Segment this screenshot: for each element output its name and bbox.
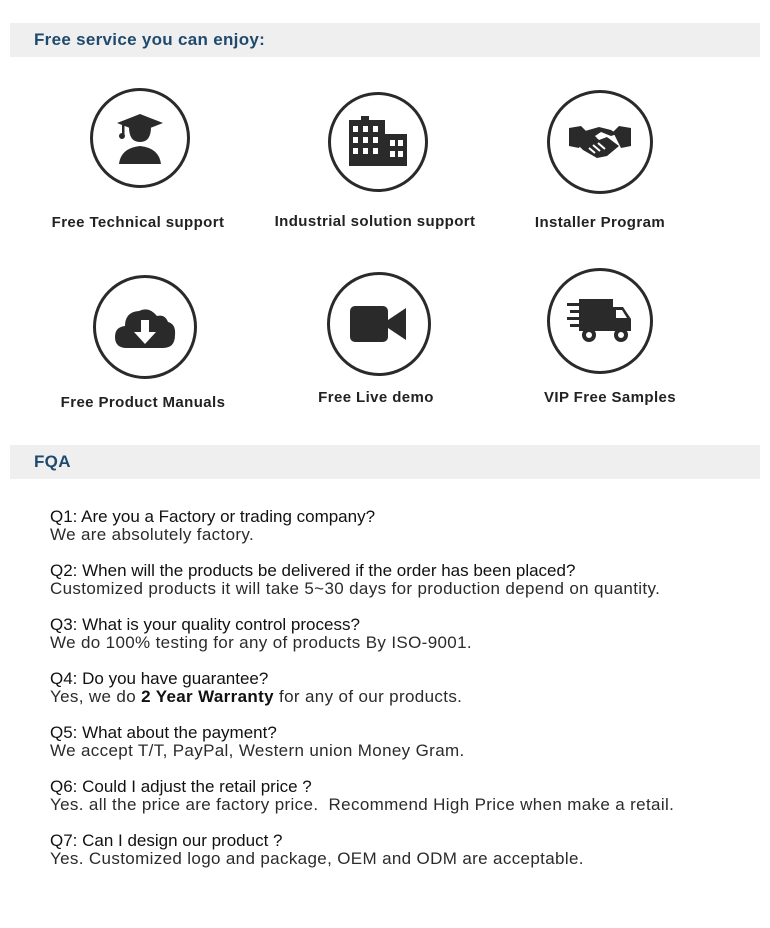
service-icon-circle (328, 92, 428, 192)
faq-item (50, 670, 750, 706)
service-label: Free Technical support (51, 214, 225, 231)
service-icon-circle (90, 88, 190, 188)
faq-answer-prefix: Yes, we do (50, 687, 142, 706)
faq-answer (50, 688, 750, 706)
factory-building-icon (347, 116, 409, 168)
service-icon-circle (93, 275, 197, 379)
service-label: Installer Program (534, 214, 666, 231)
warranty-highlight: 2 Year Warranty (141, 687, 274, 706)
faq-item (50, 562, 750, 598)
service-label: Free Live demo (318, 389, 434, 406)
faq-question: Q7: Can I design our product ? (50, 831, 283, 850)
faq-question: Q1: Are you a Factory or trading company? (50, 507, 376, 526)
faq-answer: We accept T/T, PayPal, Western union Money Gram. (50, 741, 465, 760)
service-icon-circle (547, 90, 653, 194)
faq-answer: Customized products it will take 5~30 days for production depend on quantity. (50, 579, 661, 598)
faq-item (50, 832, 750, 868)
cloud-download-icon (113, 304, 177, 350)
faq-question: Q3: What is your quality control process? (50, 615, 360, 634)
faq-item (50, 508, 750, 544)
faq-question: Q6: Could I adjust the retail price ? (50, 777, 312, 796)
service-label: Free Product Manuals (60, 394, 226, 411)
faq-answer: We are absolutely factory. (50, 525, 255, 544)
faq-question: Q2: When will the products be delivered if the order has been placed? (50, 561, 576, 580)
faq-answer: We do 100% testing for any of products By ISO-9001. (50, 633, 472, 652)
faq-item (50, 616, 750, 652)
service-label: VIP Free Samples (543, 389, 677, 406)
fqa-section-title: FQA (34, 452, 71, 471)
handshake-icon (567, 122, 633, 162)
faq-answer-suffix: for any of our products. (273, 687, 463, 706)
faq-answer: Yes. all the price are factory price. Recommend High Price when make a retail. (50, 795, 675, 814)
faq-question: Q5: What about the payment? (50, 723, 277, 742)
graduate-icon (115, 112, 165, 164)
service-icon-circle (547, 268, 653, 374)
delivery-truck-icon (567, 297, 633, 345)
faq-question: Q4: Do you have guarantee? (50, 669, 269, 688)
services-section-title: Free service you can enjoy: (34, 30, 266, 49)
services-section-header (10, 23, 760, 57)
faq-item (50, 778, 750, 814)
fqa-section-header (10, 445, 760, 479)
faq-item (50, 724, 750, 760)
video-camera-icon (350, 304, 408, 344)
service-label: Industrial solution support (274, 213, 476, 230)
faq-answer: Yes. Customized logo and package, OEM and ODM are acceptable. (50, 849, 584, 868)
service-icon-circle (327, 272, 431, 376)
